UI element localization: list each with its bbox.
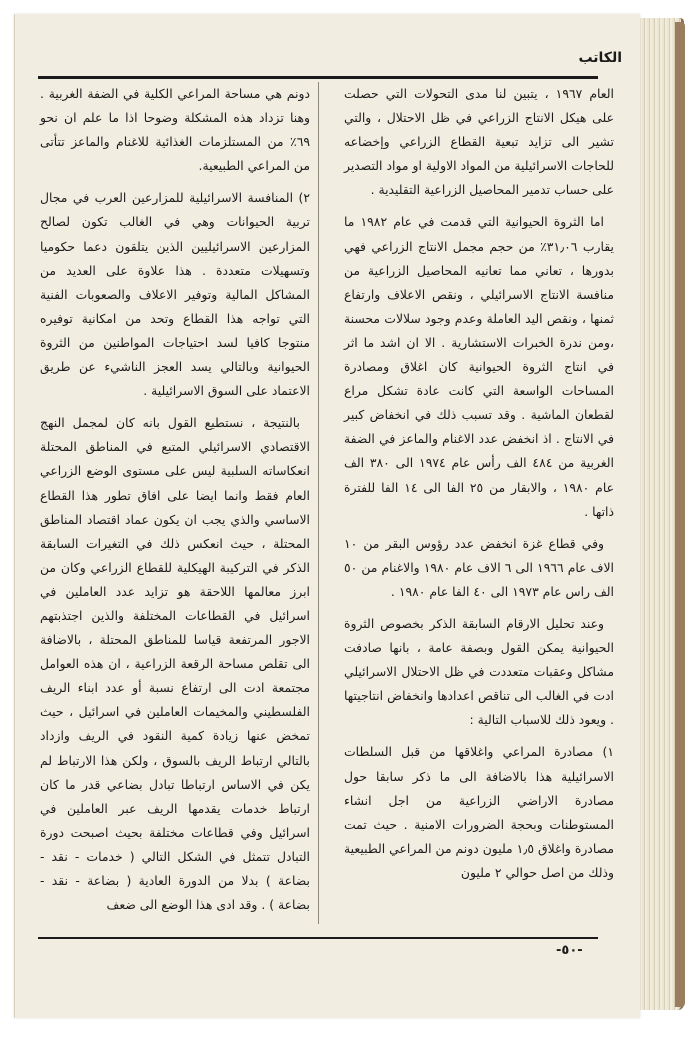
paragraph: وعند تحليل الارقام السابقة الذكر بخصوص الثروة الحيوانية يمكن القول وبصفة عامة ، بانها صادفت مشاكل وعقبات متعددت في ظل الاحتلال الاسرائيلي ادت في الغالب الى تناقص اعدادها وانخفاض انتاجيتها . ويعود ذلك للاسباب التالية :	[344, 615, 614, 728]
column-divider	[318, 82, 319, 924]
paragraph: وفي قطاع غزة انخفض عدد رؤوس البقر من ١٠ الاف عام ١٩٦٦ الى ٦ الاف عام ١٩٨٠ والاغنام من ٥٠ الف راس عام ١٩٧٣ الى ٤٠ الفا عام ١٩٨٠ .	[344, 535, 614, 599]
top-rule	[38, 76, 598, 79]
paragraph: اما الثروة الحيوانية التي قدمت في عام ١٩٨٢ ما يقارب ٣١٫٠٦٪ من حجم مجمل الانتاج الزراعي فهي بدورها ، تعاني مما تعانيه المحاصيل الزراعية من منافسة الانتاج الاسرائيلي ، ونقص الاعلاف وارتفاع ثمنها ، ونقص اليد العاملة وعدم وجود سلالات محسنة ،ومن ندرة الخبرات الاستشارية . الا ان اشد ما اثر في انتاج الثروة الحيوانية كان اغلاق ومصادرة المساحات الواسعة التي كانت عادة تشكل مراع لقطعان الماشية . وقد تسبب ذلك في انخفاض كبير في الانتاج . اذ انخفض عدد الاغنام والماعز في الضفة الغربية من ٤٨٤ الف رأس عام ١٩٧٤ الى ٣٨٠ الف عام ١٩٨٠ ، والابقار من ٢٥ الفا الى ١٤ الفا للفترة ذاتها .	[344, 214, 615, 519]
left-column	[40, 82, 310, 925]
bottom-rule	[38, 937, 598, 939]
right-column	[344, 82, 614, 893]
page-number: -٥٠-	[556, 943, 583, 958]
paragraph: دونم هي مساحة المراعي الكلية في الضفة الغربية . وهنا تزداد هذه المشكلة وضوحا اذا ما علم ان نحو ٦٩٪ من المستلزمات الغذائية للاغنام والماعز تتأتى من المراعي الطبيعية.	[40, 86, 310, 174]
paragraph: العام ١٩٦٧ ، يتبين لنا مدى التحولات التي حصلت على هيكل الانتاج الزراعي في ظل الاحتلال ، والتي تشير الى تزايد تبعية القطاع الزراعي وإخضاعه للحاجات الاسرائيلية من المواد الاولية او مواد التصدير على حساب تدمير المحاصيل الزراعية التقليدية .	[344, 86, 614, 198]
book-binding	[675, 22, 685, 1007]
paragraph: بالنتيجة ، نستطيع القول بانه كان لمجمل النهج الاقتصادي الاسرائيلي المتبع في المناطق المحتلة انعكاساته السلبية ليس على مستوى الوضع الزراعي العام فقط وانما ايضا على افاق تطور هذا القطاع الاساسي والذي يجب ان يكون عماد اقتصاد المناطق المحتلة ، حيث انعكس ذلك في التغيرات السابقة الذكر في التركيبة الهيكلية للقطاع الزراعي وكان من ابرز معالمها اللاحقة هو تزايد عدد العاملين في اسرائيل في القطاعات المختلفة والذين اجتذبتهم الاجور المرتفعة قياسا للمناطق المحتلة ، بالاضافة الى تقلص مساحة الرقعة الزراعية ، ان هذه العوامل مجتمعة ادت الى ارتفاع نسبة أو عدد ابناء الريف الفلسطيني والمخيمات العاملين في اسرائيل ، حيث تمخض عنها زيادة كمية النقود في الريف وازداد بالتالي ارتباط الريف بالسوق ، ولكن هذا الارتباط لم يكن في الاساس ارتباطا تبادل بضاعي قدر ما كان ارتباط خدمات يقدمها الريف عبر العاملين في اسرائيل وفي قطاعات مختلفة بحيث اصبحت دورة التبادل تتمثل في الشكل التالي ( خدمات - نقد - بضاعة ) بدلا من الدورة العادية ( بضاعة - نقد - بضاعة ) . وقد ادى هذا الوضع الى ضعف	[40, 415, 310, 913]
paragraph: ١) مصادرة المراعي واغلاقها من قبل السلطات الاسرائيلية هذا بالاضافة الى ما ذكر سابقا حول مصادرة الاراضي الزراعية من اجل انشاء المستوطنات وبحجة الضرورات الامنية . حيث تمت مصادرة واغلاق ١٫٥ مليون دونم من المراعي الطبيعية وذلك من اصل حوالي ٢ مليون	[344, 744, 614, 880]
paragraph: ٢) المنافسة الاسرائيلية للمزارعين العرب في مجال تربية الحيوانات وهي في الغالب تكون لصالح المزارعين الاسرائيليين الذين يتلقون دعما حكوميا وتسهيلات متعددة . هذا علاوة على العديد من المشاكل المالية وتوفير الاعلاف والصعوبات الفنية التي تواجه هذا القطاع وتحد من امكانية توفيره منتوجا كافيا لسد احتياجات المواطنين من الثروة الحيوانية وبالتالي يسد العجز الناشيء عن طريق الاعتماد على السوق الاسرائيلية .	[40, 190, 310, 399]
journal-name: الكاتب	[578, 50, 622, 66]
